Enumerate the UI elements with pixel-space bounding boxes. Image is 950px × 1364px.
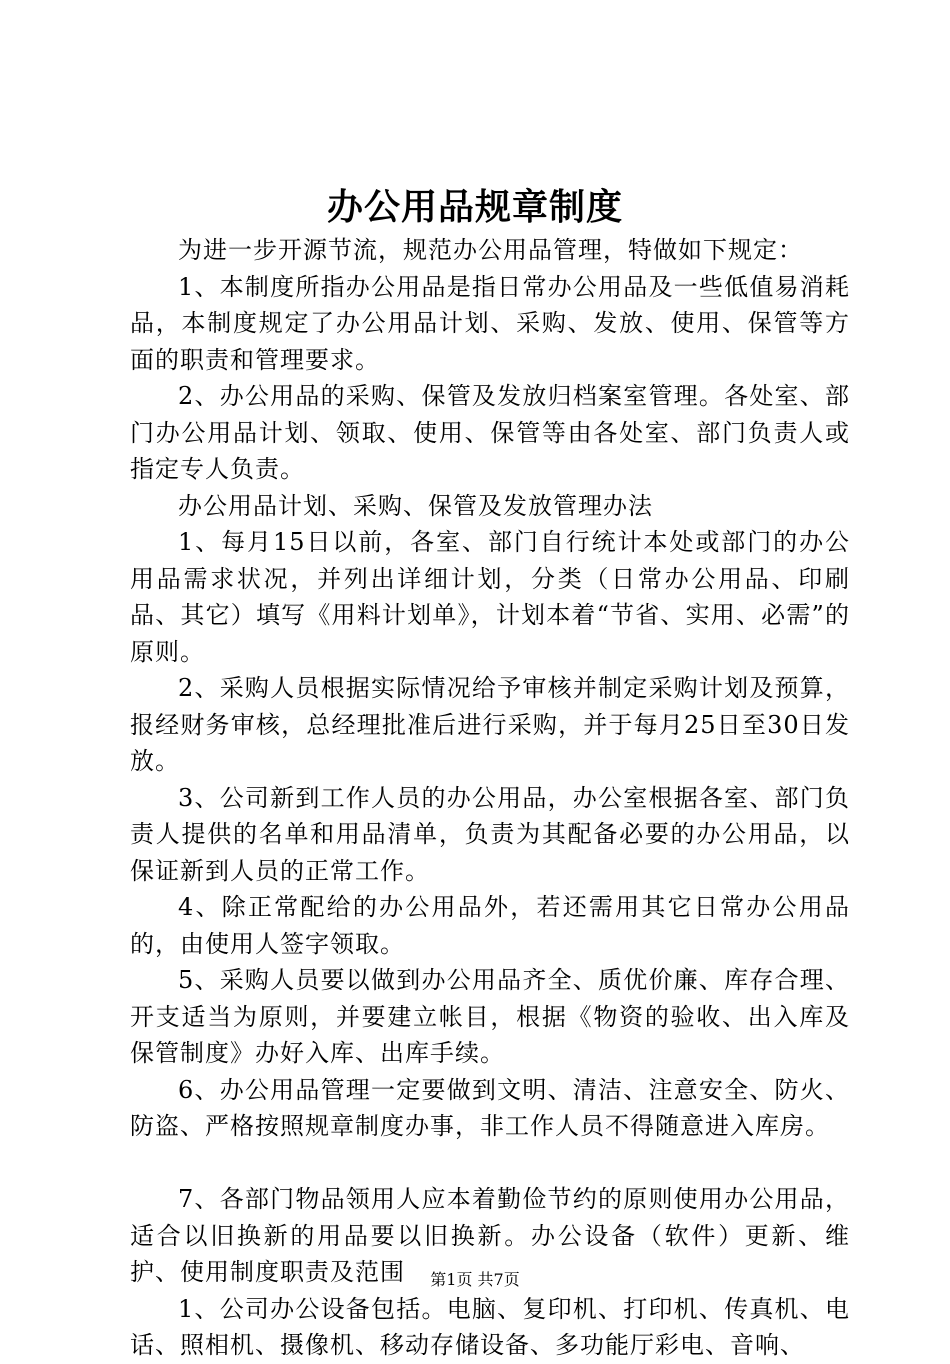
paragraph-plan-6: 6、办公用品管理一定要做到文明、清洁、注意安全、防火、防盗、严格按照规章制度办事，非工作人员不得随意进入库房。 [130, 1075, 850, 1140]
document-title: 办公用品规章制度 [326, 186, 623, 228]
paragraph-plan-2: 2、采购人员根据实际情况给予审核并制定采购计划及预算，报经财务审核，总经理批准后进行采购，并于每月25日至30日发放。 [130, 674, 850, 775]
document-body [130, 232, 850, 1364]
paragraph-plan-4: 4、除正常配给的办公用品外，若还需用其它日常办公用品的，由使用人签字领取。 [130, 893, 850, 958]
paragraph-equipment-1: 1、公司办公设备包括。电脑、复印机、打印机、传真机、电话、照相机、摄像机、移动存储设备、多功能厅彩电、音响、 [130, 1294, 850, 1359]
page-number: 第1页 共7页 [430, 1270, 520, 1289]
section-heading-management: 办公用品计划、采购、保管及发放管理办法 [178, 491, 653, 520]
paragraph-rule-2: 2、办公用品的采购、保管及发放归档案室管理。各处室、部门办公用品计划、领取、使用、保管等由各处室、部门负责人或指定专人负责。 [130, 382, 850, 483]
paragraph-rule-1: 1、本制度所指办公用品是指日常办公用品及一些低值易消耗品，本制度规定了办公用品计划、采购、发放、使用、保管等方面的职责和管理要求。 [130, 272, 850, 374]
paragraph-plan-1: 1、每月15日以前，各室、部门自行统计本处或部门的办公用品需求状况，并列出详细计划，分类（日常办公用品、印刷品、其它）填写《用料计划单》，计划本着“节省、实用、必需”的原则。 [130, 528, 850, 666]
paragraph-plan-7: 7、各部门物品领用人应本着勤俭节约的原则使用办公用品，适合以旧换新的用品要以旧换新。办公设备（软件）更新、维护、使用制度职责及范围 [130, 1185, 850, 1286]
paragraph-plan-5: 5、采购人员要以做到办公用品齐全、质优价廉、库存合理、开支适当为原则，并要建立帐目，根据《物资的验收、出入库及保管制度》办好入库、出库手续。 [130, 966, 850, 1067]
paragraph-plan-3: 3、公司新到工作人员的办公用品，办公室根据各室、部门负责人提供的名单和用品清单，负责为其配备必要的办公用品，以保证新到人员的正常工作。 [130, 783, 850, 885]
paragraph-intro: 为进一步开源节流，规范办公用品管理，特做如下规定： [178, 236, 803, 264]
